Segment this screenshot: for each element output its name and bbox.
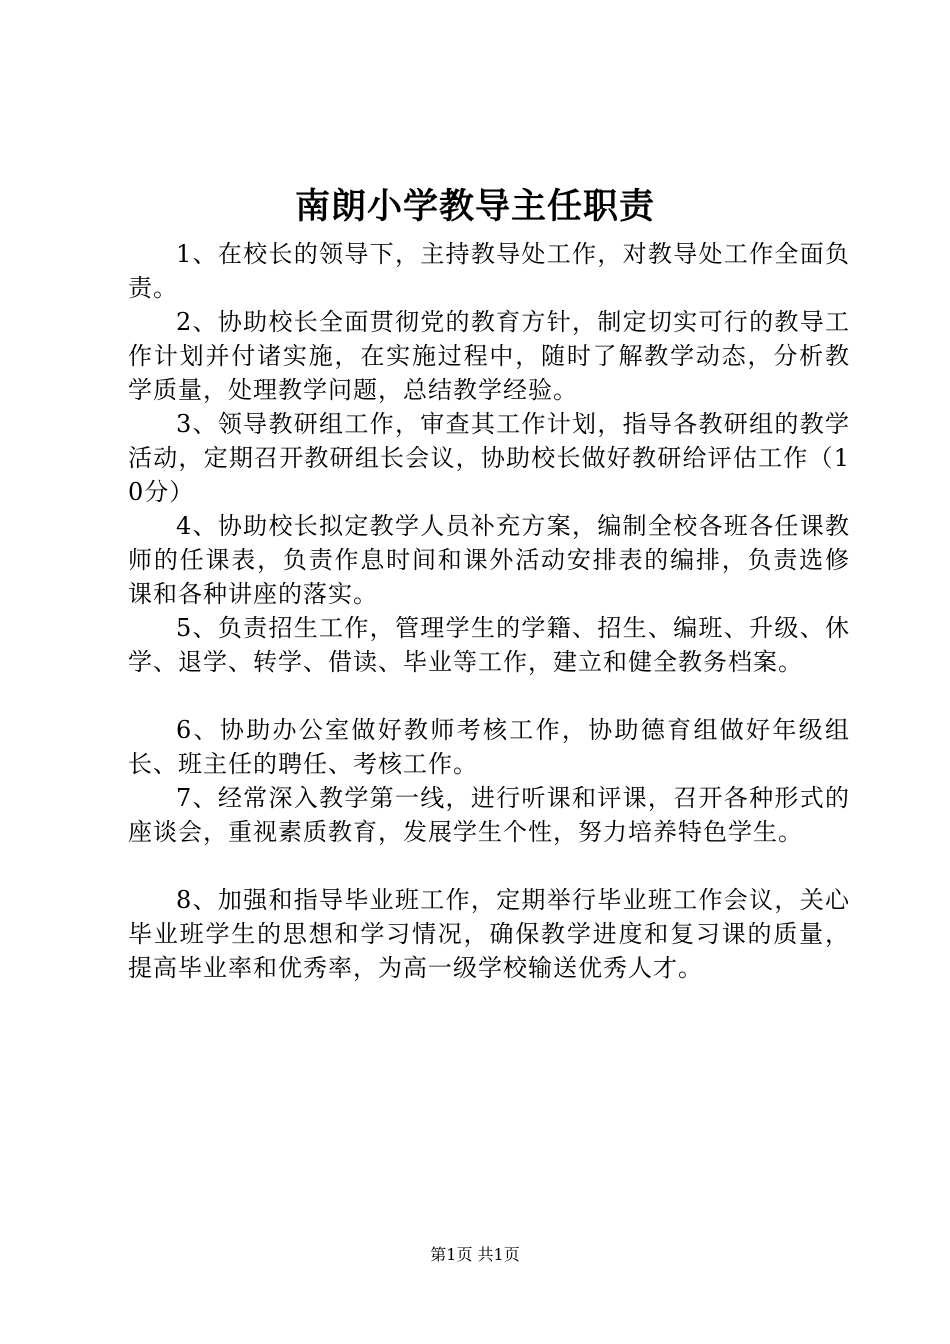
- paragraph-spacer: [128, 849, 850, 883]
- paragraph-5: 5、负责招生工作，管理学生的学籍、招生、编班、升级、休学、退学、转学、借读、毕业等工作，建立和健全教务档案。: [128, 614, 850, 676]
- document-title: 南朗小学教导主任职责: [294, 186, 655, 227]
- paragraph-7: 7、经常深入教学第一线，进行听课和评课，召开各种形式的座谈会，重视素质教育，发展学生个性，努力培养特色学生。: [128, 784, 850, 846]
- paragraph-3: 3、领导教研组工作，审查其工作计划，指导各教研组的教学活动，定期召开教研组长会议，协助校长做好教研给评估工作（10分）: [128, 410, 850, 506]
- document-body: [128, 237, 850, 985]
- paragraph-4: 4、协助校长拟定教学人员补充方案，编制全校各班各任课教师的任课表，负责作息时间和课外活动安排表的编排，负责选修课和各种讲座的落实。: [128, 512, 850, 608]
- paragraph-6: 6、协助办公室做好教师考核工作，协助德育组做好年级组长、班主任的聘任、考核工作。: [128, 716, 850, 778]
- paragraph-1: 1、在校长的领导下，主持教导处工作，对教导处工作全面负责。: [128, 240, 850, 302]
- paragraph-8: 8、加强和指导毕业班工作，定期举行毕业班工作会议，关心毕业班学生的思想和学习情况，确保教学进度和复习课的质量，提高毕业率和优秀率，为高一级学校输送优秀人才。: [128, 886, 850, 982]
- paragraph-spacer: [128, 679, 850, 713]
- paragraph-2: 2、协助校长全面贯彻党的教育方针，制定切实可行的教导工作计划并付诸实施，在实施过程中，随时了解教学动态，分析教学质量，处理教学问题，总结教学经验。: [128, 308, 850, 404]
- page-footer: 第1页 共1页: [430, 1245, 520, 1264]
